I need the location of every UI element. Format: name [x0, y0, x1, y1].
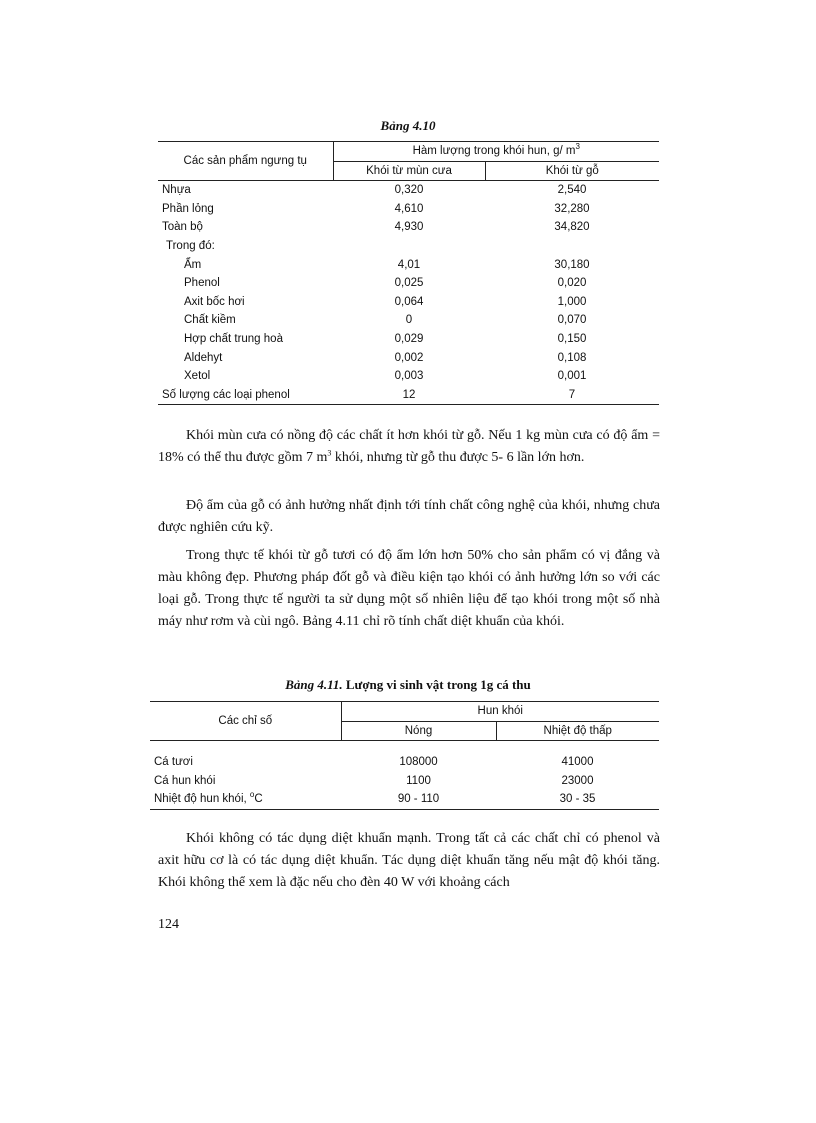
paragraph-antibacterial [158, 828, 660, 894]
cell-sawdust: 0,320 [394, 184, 424, 197]
cell-sawdust: 0 [405, 314, 413, 327]
table-4-10-group-header [333, 142, 659, 162]
row-label [150, 790, 341, 809]
table-4-11 [150, 701, 659, 810]
row-label: Toàn bộ [162, 221, 203, 234]
table-4-10-col-header-sawdust: Khói từ mùn cưa [333, 161, 485, 181]
row-header-text: Các chỉ số [218, 714, 273, 727]
table-row [158, 349, 659, 368]
row-label: Hợp chất trung hoà [184, 332, 283, 345]
table-4-10-caption-text: Bảng 4.10 [380, 118, 436, 133]
cell-wood: 0,001 [557, 370, 587, 383]
paragraph-text: Khói không có tác dụng diệt khuẩn mạnh. Trong tất cả các chất chỉ có phenol và axit hữu cơ là có tác dụng diệt khuẩn. Tác dụng diệt khuẩn tăng nếu mật độ khói tăng. Khói không thể xem là đặc nếu cho đèn 40 W với khoảng cách [158, 831, 660, 890]
row-label: Aldehyt [184, 351, 223, 364]
cell-wood: 7 [485, 386, 659, 405]
cell-hot: 90 - 110 [341, 790, 496, 809]
paragraph-text: Độ ẩm của gỗ có ảnh hưởng nhất định tới tính chất công nghệ của khói, nhưng chưa được nghiên cứu kỹ. [158, 498, 660, 535]
cell-sawdust: 0,002 [394, 351, 424, 364]
row-label: Phần lỏng [162, 202, 214, 215]
cell-sawdust: 0,003 [394, 370, 424, 383]
paragraph-text: Khói mùn cưa có nồng độ các chất ít hơn khói từ gỗ. Nếu 1 kg mùn cưa có độ ẩm = 18% có thể thu được gồm 7 m [158, 428, 660, 465]
cell-low: 41000 [561, 756, 594, 769]
cell-wood [485, 237, 659, 256]
row-label: Cá tươi [154, 756, 193, 769]
row-label: Trong đó: [166, 239, 215, 252]
cell-low: 23000 [561, 774, 594, 787]
cell-sawdust: 4,01 [397, 258, 421, 271]
cell-wood: 30,180 [554, 258, 590, 271]
table-row [150, 753, 659, 772]
table-row [158, 237, 659, 256]
table-row [150, 772, 659, 791]
group-header-text: Hàm lượng trong khói hun, g/ m [412, 145, 576, 157]
paragraph-text: khói, nhưng từ gỗ thu được 5- 6 lần lớn hơn. [331, 450, 585, 465]
cell-hot: 108000 [399, 756, 438, 769]
row-label: Số lượng các loại phenol [158, 386, 333, 405]
cell-sawdust: 4,610 [394, 202, 424, 215]
row-header-text: Các sản phẩm ngưng tụ [183, 154, 307, 167]
cubic-superscript: 3 [327, 448, 332, 458]
table-4-10-header-row [158, 142, 659, 162]
table-spacer-row [150, 741, 659, 754]
row-label-unit: C [254, 793, 263, 806]
paragraph-sawdust-smoke [158, 425, 660, 469]
cell-sawdust: 0,064 [394, 295, 424, 308]
cell-sawdust [333, 237, 485, 256]
table-4-11-group-header: Hun khói [341, 702, 659, 722]
row-label: Ẩm [184, 258, 202, 271]
row-label: Nhựa [162, 184, 191, 197]
table-4-11-header-row [150, 702, 659, 722]
cell-sawdust: 0,025 [394, 277, 424, 290]
cell-sawdust: 4,930 [394, 221, 424, 234]
group-header-superscript: 3 [575, 142, 580, 152]
paragraph-fresh-wood [158, 545, 660, 633]
table-row [158, 200, 659, 219]
row-label: Axit bốc hơi [184, 295, 245, 308]
cell-wood: 34,820 [554, 221, 590, 234]
table-4-10-caption [0, 118, 816, 134]
cell-wood: 0,150 [557, 332, 587, 345]
table-row [158, 386, 659, 405]
table-row [158, 293, 659, 312]
table-4-10 [158, 141, 659, 405]
table-4-10-row-header [158, 142, 333, 181]
table-row [158, 311, 659, 330]
cell-hot: 1100 [406, 774, 431, 787]
row-label: Chất kiềm [184, 314, 236, 327]
table-row [158, 330, 659, 349]
table-4-11-row-header [150, 702, 341, 741]
cell-wood: 2,540 [557, 184, 587, 197]
cell-wood: 32,280 [554, 202, 590, 215]
row-label: Xetol [184, 370, 211, 383]
table-4-11-caption [0, 677, 816, 693]
cell-sawdust: 12 [333, 386, 485, 405]
row-label-text: Nhiệt độ hun khói, [154, 793, 250, 806]
spacer [150, 741, 659, 754]
table-row [150, 790, 659, 809]
row-label: Cá hun khói [154, 774, 216, 787]
table-row [158, 274, 659, 293]
table-row [158, 256, 659, 275]
table-row [158, 367, 659, 386]
cell-sawdust: 0,029 [394, 332, 424, 345]
degree-superscript: o [249, 790, 255, 800]
cell-wood: 1,000 [557, 295, 587, 308]
table-4-11-col-header-hot: Nóng [341, 721, 496, 741]
row-label: Phenol [184, 277, 220, 290]
paragraph-text: Trong thực tế khói từ gỗ tươi có độ ẩm lớn hơn 50% cho sản phẩm có vị đắng và màu không đẹp. Phương pháp đốt gỗ và điều kiện tạo khói có ảnh hưởng lớn so với các loại gỗ. Trong thực tế người ta sử dụng một số nhiên liệu để tạo khói trong một số nhà máy như rơm và cùi ngô. Bảng 4.11 chỉ rõ tính chất diệt khuẩn của khói. [158, 548, 660, 629]
cell-wood: 0,070 [557, 314, 587, 327]
table-4-11-caption-text: Lượng vi sinh vật trong 1g cá thu [342, 677, 531, 692]
table-row [158, 218, 659, 237]
paragraph-wood-moisture [158, 495, 660, 539]
cell-wood: 0,108 [557, 351, 587, 364]
table-4-11-caption-label: Bảng 4.11. [285, 677, 343, 692]
cell-wood: 0,020 [557, 277, 587, 290]
table-row [158, 181, 659, 200]
cell-low: 30 - 35 [496, 790, 659, 809]
page-number: 124 [158, 917, 179, 932]
table-4-11-col-header-low: Nhiệt độ thấp [496, 721, 659, 741]
table-4-10-col-header-wood: Khói từ gỗ [485, 161, 659, 181]
